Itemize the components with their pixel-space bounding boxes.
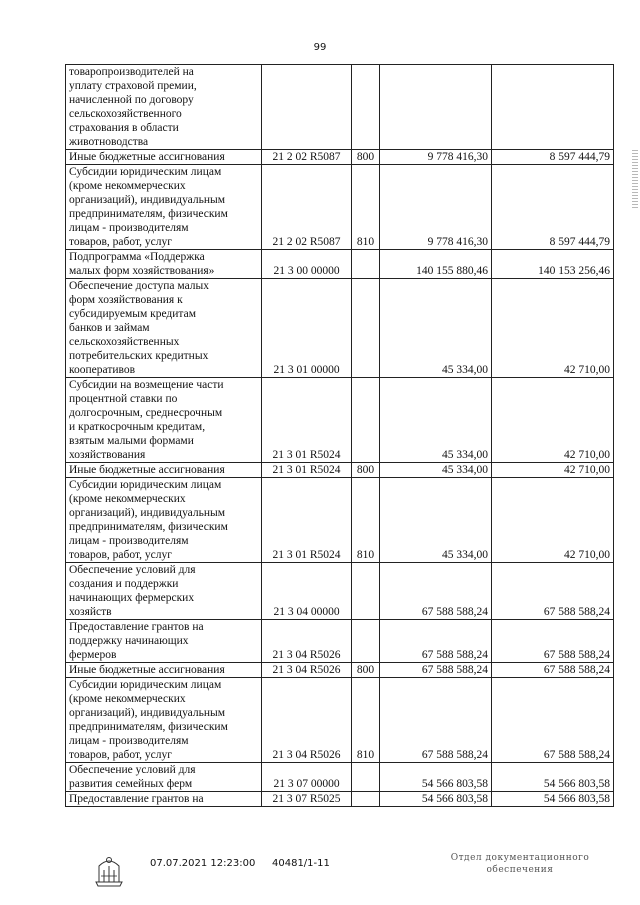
csr-code-cell: 21 3 04 R5026: [262, 678, 352, 763]
table-row: [66, 792, 614, 807]
expense-type-cell: [352, 563, 380, 620]
csr-code-cell: 21 3 01 R5024: [262, 463, 352, 478]
amount-executed-cell: 42 710,00: [492, 463, 614, 478]
amount-planned-cell: 67 588 588,24: [380, 620, 492, 663]
amount-executed-cell: 54 566 803,58: [492, 792, 614, 807]
amount-planned-cell: 67 588 588,24: [380, 663, 492, 678]
amount-executed-cell: 67 588 588,24: [492, 678, 614, 763]
amount-executed-cell: 54 566 803,58: [492, 763, 614, 792]
row-name-line: Субсидии юридическим лицам: [69, 479, 222, 491]
table-row: [66, 678, 614, 763]
row-name-line: Субсидии юридическим лицам: [69, 166, 222, 178]
amount-executed-cell: 8 597 444,79: [492, 150, 614, 165]
footer-doc-number: 40481/1-11: [272, 858, 330, 869]
row-name-cell: [66, 792, 262, 807]
expense-type-cell: 800: [352, 463, 380, 478]
table-row: [66, 378, 614, 463]
csr-code-cell: 21 2 02 R5087: [262, 150, 352, 165]
row-name-line: лицам - производителям: [69, 222, 189, 234]
table-row: [66, 150, 614, 165]
table-row: [66, 463, 614, 478]
row-name-line: Подпрограмма «Поддержка: [69, 251, 205, 263]
csr-code-cell: [262, 65, 352, 150]
row-name-line: лицам - производителям: [69, 735, 189, 747]
amount-executed-cell: 140 153 256,46: [492, 250, 614, 279]
row-name-line: организаций), индивидуальным: [69, 707, 226, 719]
page-number: 99: [313, 42, 327, 53]
row-name-line: лицам - производителям: [69, 535, 189, 547]
table-row: [66, 478, 614, 563]
row-name-line: сельскохозяйственного: [69, 108, 182, 120]
row-name-cell: [66, 663, 262, 678]
amount-planned-cell: [380, 65, 492, 150]
expense-type-cell: [352, 763, 380, 792]
row-name-line: товаров, работ, услуг: [69, 236, 172, 248]
csr-code-cell: 21 3 01 00000: [262, 279, 352, 378]
table-row: [66, 279, 614, 378]
row-name-line: Иные бюджетные ассигнования: [69, 464, 225, 476]
csr-code-cell: 21 3 01 R5024: [262, 478, 352, 563]
csr-code-cell: 21 3 04 00000: [262, 563, 352, 620]
amount-planned-cell: 67 588 588,24: [380, 678, 492, 763]
row-name-line: долгосрочным, среднесрочным: [69, 407, 223, 419]
csr-code-cell: 21 2 02 R5087: [262, 165, 352, 250]
row-name-line: начинающих фермерских: [69, 592, 195, 604]
amount-planned-cell: 45 334,00: [380, 478, 492, 563]
expense-type-cell: 810: [352, 165, 380, 250]
page-footer: [0, 852, 640, 892]
row-name-line: хозяйствования: [69, 449, 146, 461]
expense-type-cell: 800: [352, 150, 380, 165]
amount-planned-cell: 9 778 416,30: [380, 150, 492, 165]
row-name-line: Субсидии на возмещение части: [69, 379, 224, 391]
amount-executed-cell: 67 588 588,24: [492, 620, 614, 663]
row-name-line: и краткосрочным кредитам,: [69, 421, 206, 433]
amount-executed-cell: 67 588 588,24: [492, 663, 614, 678]
row-name-cell: [66, 165, 262, 250]
amount-executed-cell: 8 597 444,79: [492, 165, 614, 250]
amount-planned-cell: 45 334,00: [380, 463, 492, 478]
amount-planned-cell: 54 566 803,58: [380, 792, 492, 807]
csr-code-cell: 21 3 04 R5026: [262, 663, 352, 678]
row-name-line: организаций), индивидуальным: [69, 194, 226, 206]
department-stamp-line: Отдел документационного: [450, 853, 590, 863]
amount-executed-cell: 42 710,00: [492, 478, 614, 563]
row-name-line: страхования в области: [69, 122, 179, 134]
expense-type-cell: [352, 620, 380, 663]
row-name-line: фермеров: [69, 649, 117, 661]
row-name-line: (кроме некоммерческих: [69, 693, 186, 705]
table-row: [66, 250, 614, 279]
row-name-line: банков и займам: [69, 322, 150, 334]
row-name-cell: [66, 678, 262, 763]
row-name-line: взятым малыми формами: [69, 435, 194, 447]
row-name-line: хозяйств: [69, 606, 112, 618]
row-name-line: малых форм хозяйствования»: [69, 265, 215, 277]
row-name-line: развития семейных ферм: [69, 778, 193, 790]
expense-type-cell: [352, 792, 380, 807]
row-name-cell: [66, 65, 262, 150]
csr-code-cell: 21 3 01 R5024: [262, 378, 352, 463]
row-name-line: (кроме некоммерческих: [69, 493, 186, 505]
row-name-line: животноводства: [69, 136, 149, 148]
amount-planned-cell: 45 334,00: [380, 279, 492, 378]
amount-planned-cell: 9 778 416,30: [380, 165, 492, 250]
table-row: [66, 563, 614, 620]
amount-executed-cell: 42 710,00: [492, 279, 614, 378]
row-name-line: субсидируемым кредитам: [69, 308, 196, 320]
row-name-line: форм хозяйствования к: [69, 294, 183, 306]
row-name-cell: [66, 563, 262, 620]
row-name-cell: [66, 250, 262, 279]
row-name-line: товаров, работ, услуг: [69, 549, 172, 561]
amount-planned-cell: 45 334,00: [380, 378, 492, 463]
row-name-line: (кроме некоммерческих: [69, 180, 186, 192]
budget-table-body: [66, 65, 614, 807]
row-name-line: создания и поддержки: [69, 578, 179, 590]
row-name-cell: [66, 378, 262, 463]
row-name-line: Обеспечение условий для: [69, 764, 196, 776]
expense-type-cell: [352, 279, 380, 378]
amount-planned-cell: 54 566 803,58: [380, 763, 492, 792]
budget-table: [65, 64, 614, 807]
row-name-line: Предоставление грантов на: [69, 793, 204, 805]
row-name-line: кооперативов: [69, 364, 136, 376]
row-name-cell: [66, 478, 262, 563]
row-name-line: товаров, работ, услуг: [69, 749, 172, 761]
row-name-line: Обеспечение условий для: [69, 564, 196, 576]
expense-type-cell: [352, 65, 380, 150]
row-name-cell: [66, 463, 262, 478]
csr-code-cell: 21 3 07 00000: [262, 763, 352, 792]
row-name-cell: [66, 620, 262, 663]
table-row: [66, 65, 614, 150]
row-name-line: товаропроизводителей на: [69, 66, 194, 78]
row-name-line: сельскохозяйственных: [69, 336, 180, 348]
row-name-line: начисленной по договору: [69, 94, 194, 106]
row-name-line: предпринимателям, физическим: [69, 521, 228, 533]
table-row: [66, 620, 614, 663]
expense-type-cell: [352, 250, 380, 279]
row-name-line: Субсидии юридическим лицам: [69, 679, 222, 691]
expense-type-cell: [352, 378, 380, 463]
amount-executed-cell: [492, 65, 614, 150]
department-stamp: [440, 852, 600, 876]
row-name-line: Иные бюджетные ассигнования: [69, 151, 225, 163]
table-row: [66, 663, 614, 678]
expense-type-cell: 810: [352, 478, 380, 563]
row-name-line: процентной ставки по: [69, 393, 178, 405]
coat-of-arms-icon: [92, 852, 126, 888]
department-stamp-line: обеспечения: [486, 865, 554, 875]
table-row: [66, 763, 614, 792]
row-name-line: Иные бюджетные ассигнования: [69, 664, 225, 676]
scan-edge-mark: [632, 150, 638, 210]
csr-code-cell: 21 3 04 R5026: [262, 620, 352, 663]
table-row: [66, 165, 614, 250]
row-name-line: Предоставление грантов на: [69, 621, 204, 633]
footer-date: 07.07.2021 12:23:00: [150, 858, 256, 869]
amount-executed-cell: 42 710,00: [492, 378, 614, 463]
row-name-line: потребительских кредитных: [69, 350, 209, 362]
expense-type-cell: 810: [352, 678, 380, 763]
row-name-cell: [66, 279, 262, 378]
row-name-line: уплату страховой премии,: [69, 80, 197, 92]
row-name-cell: [66, 763, 262, 792]
row-name-line: Обеспечение доступа малых: [69, 280, 210, 292]
row-name-line: предпринимателям, физическим: [69, 208, 228, 220]
amount-executed-cell: 67 588 588,24: [492, 563, 614, 620]
row-name-line: поддержку начинающих: [69, 635, 189, 647]
expense-type-cell: 800: [352, 663, 380, 678]
row-name-cell: [66, 150, 262, 165]
csr-code-cell: 21 3 07 R5025: [262, 792, 352, 807]
row-name-line: предпринимателям, физическим: [69, 721, 228, 733]
csr-code-cell: 21 3 00 00000: [262, 250, 352, 279]
amount-planned-cell: 140 155 880,46: [380, 250, 492, 279]
row-name-line: организаций), индивидуальным: [69, 507, 226, 519]
amount-planned-cell: 67 588 588,24: [380, 563, 492, 620]
